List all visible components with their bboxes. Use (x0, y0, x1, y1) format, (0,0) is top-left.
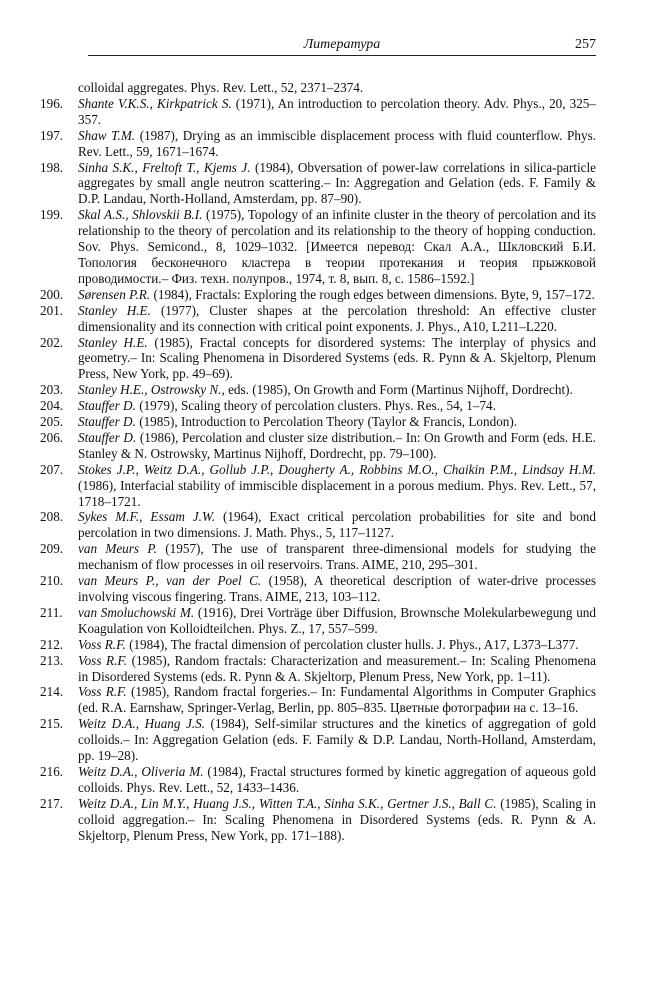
reference-body: (1916), Drei Vorträge über Diffusion, Brownsche Molekularbewegung und Koagulation von Kolloidteilchen. Phys. Z., 17, 557–599. (78, 604, 596, 636)
reference-item (40, 160, 596, 208)
reference-item (40, 653, 596, 685)
reference-body: (1984), Self-similar structures and the kinetics of aggregation of gold colloids.– In: Aggregation Gelation (eds. F. Family & D.P. Landau, North-Holland, Amsterdam, pp. 19–28). (78, 716, 596, 764)
reference-text (78, 207, 596, 287)
reference-item (40, 684, 596, 716)
reference-number: 216. (40, 763, 64, 779)
reference-item (40, 128, 596, 160)
reference-number: 198. (40, 159, 64, 175)
reference-item (40, 462, 596, 510)
reference-text (78, 287, 596, 303)
reference-body: , eds. (1985), On Growth and Form (Martinus Nijhoff, Dordrecht). (221, 382, 573, 398)
reference-authors: Sinha S.K., Freltoft T., Kjems J. (78, 159, 251, 175)
reference-body: (1985), Random fractals: Characterization and measurement.– In: Scaling Phenomena in Disordered Systems (eds. R. Pynn & A. Skjeltorp, Plenum Press, New York, pp. 1–11). (78, 652, 596, 684)
reference-body: (1957), The use of transparent three-dimensional models for studying the mechanism of flow processes in oil reservoirs. Trans. AIME, 210, 295–301. (78, 541, 597, 573)
reference-authors: Stanley H.E. (78, 334, 148, 350)
reference-item (40, 509, 596, 541)
reference-item (40, 764, 596, 796)
reference-list (40, 80, 596, 844)
reference-authors: Stauffer D. (78, 414, 136, 430)
reference-text (78, 653, 596, 685)
reference-number: 204. (40, 398, 64, 414)
reference-authors: Shaw T.M. (78, 127, 136, 143)
reference-number: 206. (40, 429, 64, 445)
reference-authors: Voss R.F. (78, 652, 128, 668)
reference-body: (1985), Scaling in colloid aggregation.– In: Scaling Phenomena in Disordered Systems (eds. R. Pynn & A. Skjeltorp, Plenum Press, New York, pp. 171–188). (78, 795, 596, 843)
reference-item (40, 541, 596, 573)
reference-item (40, 96, 596, 128)
reference-body: (1986), Interfacial stability of immiscible displacement in a porous medium. Phys. Rev. Lett., 57, 1718–1721. (78, 477, 596, 509)
reference-authors: Stauffer D. (78, 398, 136, 414)
reference-number: 207. (40, 461, 64, 477)
reference-body: (1975), Topology of an infinite cluster in the theory of percolation and its relationship to the theory of percolation and its relationship to the theory of hopping conduction. Sov. Phys. Semicond., 8, 1029–1032. [Имеется перевод: Скал А.А., Шкловский Б.И. Топология бесконечного кластера в теории протекания и теория прыжковой проводимости.– Физ. техн. полупров., 1974, т. 8, вып. 8, с. 1586–1592.] (78, 207, 596, 286)
reference-body: (1984), Obversation of power-law correlations in silica-particle aggregates by small angle neutron scattering.– In: Aggregation and Gelation (eds. F. Family & D.P. Landau, North-Holland, Amsterdam, pp. 87–90). (78, 159, 597, 207)
reference-number: 215. (40, 716, 64, 732)
reference-authors: Weitz D.A., Lin M.Y., Huang J.S., Witten T.A., Sinha S.K., Gertner J.S., Ball C. (78, 795, 497, 811)
reference-number: 197. (40, 127, 64, 143)
reference-item (40, 430, 596, 462)
reference-number: 199. (40, 207, 64, 223)
reference-text (78, 764, 596, 796)
reference-item (40, 303, 596, 335)
reference-authors: Weitz D.A., Oliveria M. (78, 763, 204, 779)
reference-text (78, 541, 596, 573)
reference-text (78, 509, 596, 541)
reference-number: 203. (40, 382, 64, 398)
reference-text (78, 684, 596, 716)
reference-number: 214. (40, 684, 64, 700)
reference-text (78, 573, 596, 605)
reference-body: (1977), Cluster shapes at the percolation threshold: An effective cluster dimensionality and its connection with critical point exponents. J. Phys., A10, L211–L220. (78, 302, 596, 334)
reference-text (78, 716, 596, 764)
reference-body: (1987), Drying as an immiscible displacement process with fluid counterflow. Phys. Rev. Lett., 59, 1671–1674. (78, 127, 597, 159)
reference-text (78, 96, 596, 128)
reference-number: 212. (40, 636, 64, 652)
reference-text (78, 462, 596, 510)
reference-body: (1971), An introduction to percolation theory. Adv. Phys., 20, 325–357. (78, 95, 596, 127)
reference-text (78, 398, 596, 414)
reference-number: 210. (40, 573, 64, 589)
reference-body: (1985), Introduction to Percolation Theory (Taylor & Francis, London). (135, 414, 518, 430)
reference-text (78, 382, 596, 398)
reference-item (40, 716, 596, 764)
reference-authors: van Smoluchowski M. (78, 604, 195, 620)
reference-item (40, 796, 596, 844)
reference-item (40, 382, 596, 398)
reference-number: 208. (40, 509, 64, 525)
header-rule (88, 55, 596, 56)
reference-text (78, 430, 596, 462)
reference-authors: Shante V.K.S., Kirkpatrick S. (78, 95, 232, 111)
reference-item (40, 637, 596, 653)
reference-text (78, 128, 596, 160)
reference-authors: Sørensen P.R. (78, 286, 151, 302)
reference-body: (1984), Fractal structures formed by kinetic aggregation of aqueous gold colloids. Phys. Rev. Lett., 52, 1433–1436. (78, 763, 596, 795)
reference-authors: Sykes M.F., Essam J.W. (78, 509, 216, 525)
reference-body: (1985), Fractal concepts for disordered systems: The interplay of physics and geometry.– In: Scaling Phenomena in Disordered Systems (eds. R. Pynn & A. Skjeltorp, Plenum Press, New York, pp. 49–69). (78, 334, 596, 382)
reference-authors: van Meurs P., van der Poel C. (78, 573, 262, 589)
reference-item (40, 398, 596, 414)
running-header (88, 36, 596, 56)
reference-body: (1979), Scaling theory of percolation clusters. Phys. Res., 54, 1–74. (135, 398, 496, 414)
reference-authors: Voss R.F. (78, 636, 126, 652)
reference-item (40, 207, 596, 287)
reference-text (78, 637, 596, 653)
reference-authors: Weitz D.A., Huang J.S. (78, 716, 206, 732)
reference-body: (1964), Exact critical percolation probabilities for site and bond percolation in two dimensions. J. Math. Phys., 5, 117–1127. (78, 509, 596, 541)
reference-body: (1958), A theoretical description of water-drive processes involving viscous fingering. Trans. AIME, 213, 103–112. (78, 573, 596, 604)
reference-authors: Voss R.F. (78, 684, 127, 700)
reference-number: 196. (40, 95, 64, 111)
reference-text (78, 160, 596, 208)
reference-item (40, 414, 596, 430)
reference-number: 211. (40, 604, 63, 620)
reference-number: 213. (40, 652, 64, 668)
reference-continuation (40, 80, 596, 96)
page-number: 257 (575, 37, 596, 52)
reference-body: (1984), The fractal dimension of percolation cluster hulls. J. Phys., A17, L373–L377. (125, 636, 579, 652)
reference-item (40, 335, 596, 383)
reference-authors: Stanley H.E., Ostrowsky N. (78, 382, 222, 398)
reference-text (78, 414, 596, 430)
reference-body: (1985), Random fractal forgeries.– In: Fundamental Algorithms in Computer Graphics (ed. R.A. Earnshaw, Springer-Verlag, Berlin, pp. 805–835. Цветные фотографии на с. 13–16. (78, 684, 596, 716)
reference-number: 209. (40, 541, 64, 557)
reference-number: 201. (40, 302, 64, 318)
reference-item (40, 287, 596, 303)
reference-number: 205. (40, 414, 64, 430)
reference-number: 200. (40, 286, 64, 302)
reference-authors: Stokes J.P., Weitz D.A., Gollub J.P., Dougherty A., Robbins M.O., Chaikin P.M., Lindsay H.M. (78, 461, 596, 477)
reference-text (78, 605, 596, 637)
reference-authors: Stanley H.E. (78, 302, 151, 318)
reference-item (40, 605, 596, 637)
reference-text (78, 335, 596, 383)
reference-text: colloidal aggregates. Phys. Rev. Lett., 52, 2371–2374. (78, 80, 364, 95)
reference-body: (1984), Fractals: Exploring the rough edges between dimensions. Byte, 9, 157–172. (150, 286, 595, 302)
reference-authors: van Meurs P. (78, 541, 157, 557)
reference-text (78, 796, 596, 844)
reference-number: 217. (40, 795, 64, 811)
reference-item (40, 573, 596, 605)
reference-authors: Skal A.S., Shlovskii B.I. (78, 207, 203, 223)
header-title: Литература (303, 37, 381, 52)
reference-text (78, 303, 596, 335)
reference-body: (1986), Percolation and cluster size distribution.– In: On Growth and Form (eds. H.E. Stanley & N. Ostrowsky, Martinus Nijhoff, Dordrecht, pp. 79–100). (78, 429, 596, 461)
reference-number: 202. (40, 334, 64, 350)
reference-authors: Stauffer D. (78, 429, 137, 445)
